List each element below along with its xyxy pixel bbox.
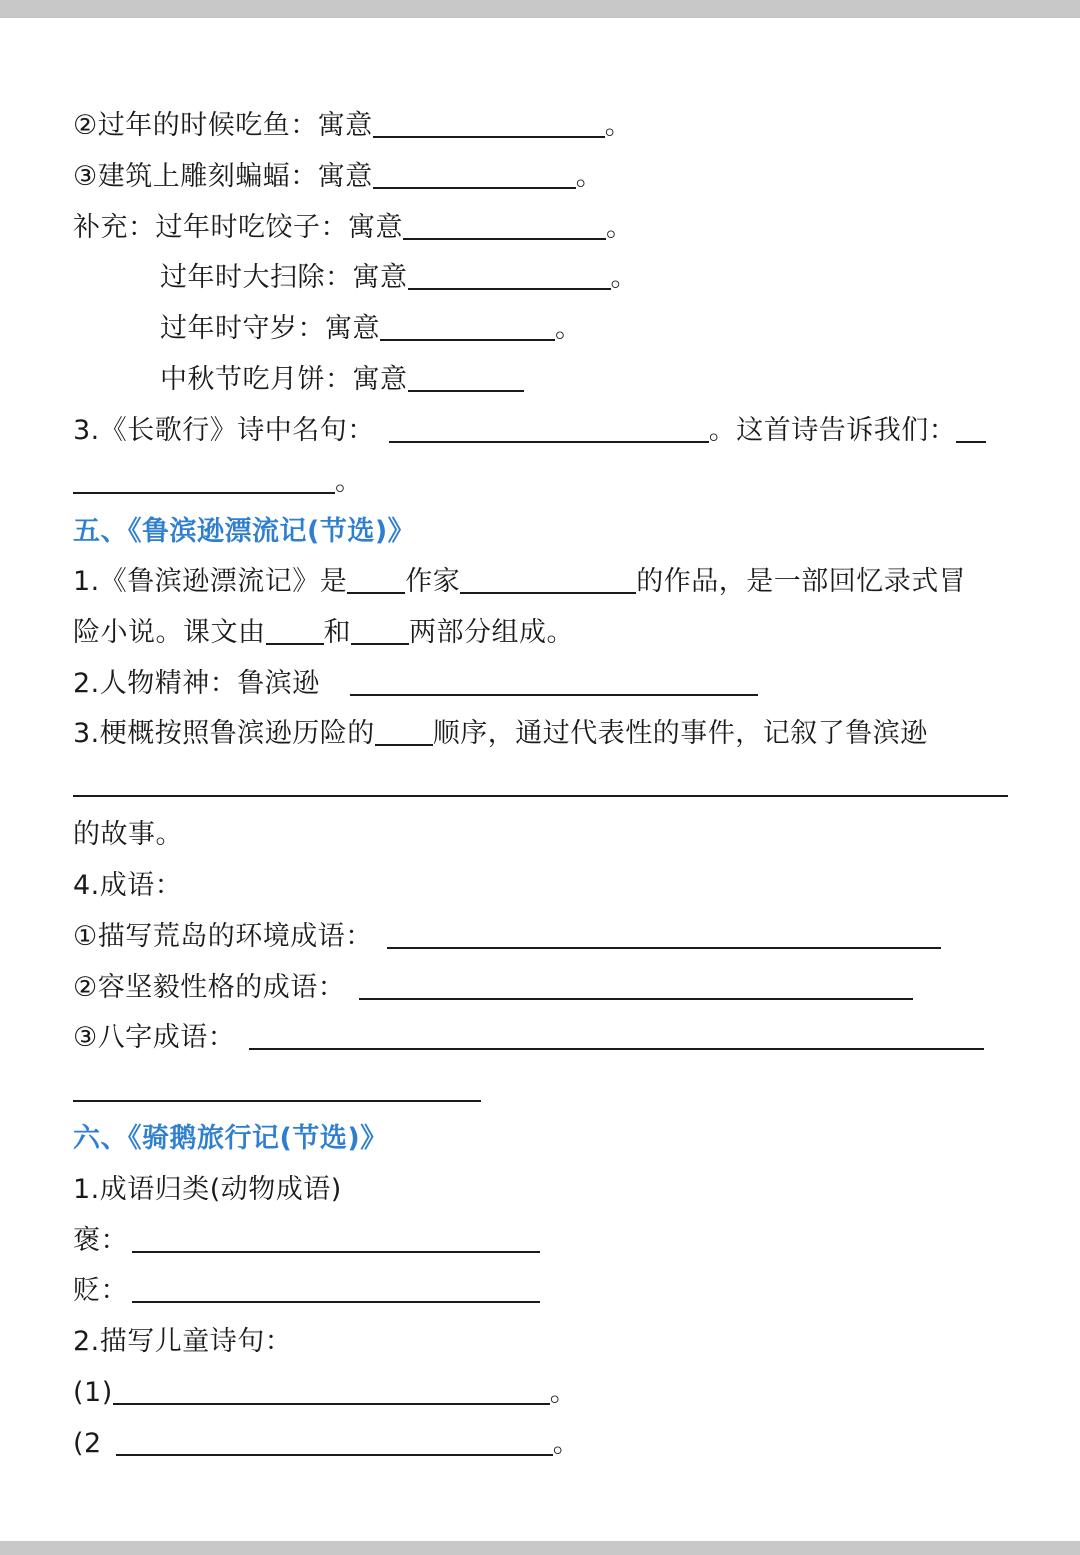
answer-blank[interactable] [375, 716, 433, 746]
answer-blank[interactable] [132, 1223, 540, 1253]
answer-blank[interactable] [460, 564, 636, 594]
robinson-q3: 3.梗概按照鲁滨逊历险的 顺序，通过代表性的事件，记叙了鲁滨逊 [73, 718, 928, 749]
idiom-derogatory: 贬： [73, 1271, 540, 1311]
answer-blank[interactable] [373, 108, 605, 138]
answer-blank[interactable] [380, 311, 555, 341]
child-poem-1: (1) 。 [73, 1377, 578, 1408]
answer-blank[interactable] [387, 919, 941, 949]
robinson-q1: 1.《鲁滨逊漂流记》是 作家 的作品，是一部回忆录式冒 [73, 566, 967, 597]
dumplings-question: 补充：过年时吃饺子：寓意 。 [73, 212, 634, 243]
goose-q1: 1.成语归类(动物成语) [73, 1174, 342, 1205]
robinson-q2: 2.人物精神：鲁滨逊 [73, 664, 758, 704]
page-bottom-edge [0, 1541, 1080, 1555]
shousui-question: 过年时守岁：寓意 。 [160, 313, 583, 344]
robinson-q4: 4.成语： [73, 870, 183, 901]
answer-blank[interactable] [373, 159, 576, 189]
answer-blank[interactable] [113, 1375, 550, 1405]
answer-blank[interactable] [116, 1426, 553, 1456]
child-poem-2: (2 。 [73, 1428, 581, 1459]
answer-blank[interactable] [266, 615, 324, 645]
idiom-island: ①描写荒岛的环境成语： [73, 917, 941, 957]
idiom-praise: 褒： [73, 1221, 540, 1261]
cleaning-question: 过年时大扫除：寓意 。 [160, 262, 638, 293]
robinson-q3-end: 的故事。 [73, 819, 183, 850]
answer-blank[interactable] [347, 564, 405, 594]
changgexing-continued: 。 [73, 462, 363, 502]
changgexing-question: 3.《长歌行》诗中名句： 。这首诗告诉我们： [73, 411, 986, 451]
answer-blank[interactable] [408, 362, 524, 392]
goose-q2: 2.描写儿童诗句： [73, 1326, 293, 1357]
answer-blank[interactable] [73, 464, 335, 494]
answer-blank[interactable] [350, 666, 758, 696]
answer-blank[interactable] [132, 1273, 540, 1303]
answer-blank[interactable] [351, 615, 409, 645]
idiom-character: ②容坚毅性格的成语： [73, 968, 913, 1008]
robinson-q1-continued: 险小说。课文由 和 两部分组成。 [73, 617, 574, 648]
section-5-heading: 五、《鲁滨逊漂流记(节选)》 [73, 516, 416, 547]
answer-blank[interactable] [359, 970, 913, 1000]
answer-line[interactable] [73, 1100, 481, 1102]
page-top-edge [0, 0, 1080, 18]
answer-blank[interactable] [956, 413, 986, 443]
bat-question: ③建筑上雕刻蝙蝠：寓意 。 [73, 161, 604, 192]
answer-blank[interactable] [249, 1020, 984, 1050]
fish-question: ②过年的时候吃鱼：寓意 。 [73, 110, 633, 141]
answer-blank[interactable] [389, 413, 709, 443]
answer-blank[interactable] [408, 260, 611, 290]
answer-blank[interactable] [403, 210, 606, 240]
mooncake-question: 中秋节吃月饼：寓意 [160, 360, 524, 400]
section-6-heading: 六、《骑鹅旅行记(节选)》 [73, 1123, 388, 1154]
answer-line[interactable] [73, 795, 1008, 797]
idiom-eight-char: ③八字成语： [73, 1018, 984, 1058]
